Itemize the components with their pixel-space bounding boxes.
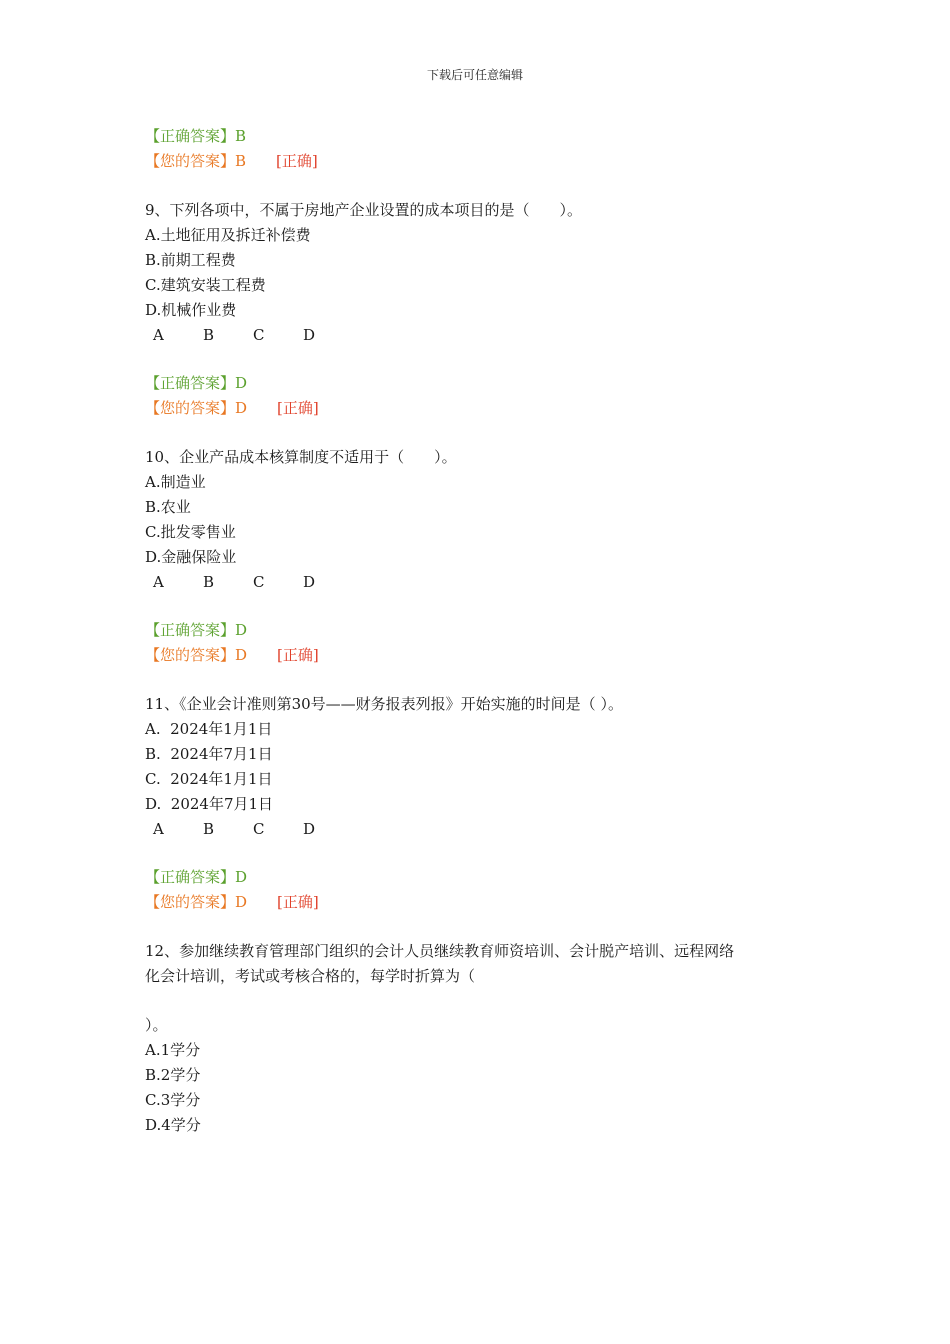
result-status: [正确] — [277, 646, 319, 664]
option-c: C.3学分 — [145, 1091, 201, 1109]
question-stem-line3: ）。 — [145, 1016, 168, 1034]
option-a: A.1学分 — [145, 1041, 201, 1059]
your-answer-row — [145, 398, 319, 418]
your-answer-label: 【您的答案】D — [145, 893, 248, 911]
option-c: C.建筑安装工程费 — [145, 276, 266, 294]
option-b: B.2学分 — [145, 1066, 201, 1084]
correct-answer-label: 【正确答案】D — [145, 868, 248, 886]
option-b: B.前期工程费 — [145, 251, 236, 269]
option-d: D.金融保险业 — [145, 548, 237, 566]
result-status: [正确] — [277, 399, 319, 417]
option-a: A. 2024年1月1日 — [145, 720, 273, 738]
result-status: [正确] — [276, 152, 318, 170]
correct-answer-label: 【正确答案】D — [145, 374, 248, 392]
choice-a[interactable]: A — [153, 326, 164, 344]
question-stem-line2: 化会计培训，考试或考核合格的，每学时折算为（ — [145, 967, 476, 985]
choice-c[interactable]: C — [253, 820, 265, 838]
question-stem: 9、下列各项中，不属于房地产企业设置的成本项目的是（ ）。 — [145, 201, 583, 219]
option-a: A.制造业 — [145, 473, 206, 491]
choice-a[interactable]: A — [153, 820, 164, 838]
correct-answer-label: 【正确答案】D — [145, 621, 248, 639]
choice-d[interactable]: D — [303, 326, 316, 344]
option-a: A.土地征用及拆迁补偿费 — [145, 226, 311, 244]
choice-d[interactable]: D — [303, 573, 316, 591]
choice-b[interactable]: B — [203, 326, 215, 344]
question-stem: 10、企业产品成本核算制度不适用于（ ）。 — [145, 448, 457, 466]
choice-d[interactable]: D — [303, 820, 316, 838]
option-b: B.农业 — [145, 498, 191, 516]
question-stem-line1: 12、参加继续教育管理部门组织的会计人员继续教育师资培训、会计脱产培训、远程网络 — [145, 942, 735, 960]
page-header: 下载后可任意编辑 — [426, 68, 523, 82]
your-answer-row — [145, 892, 319, 912]
option-c: C.批发零售业 — [145, 523, 236, 541]
option-d: D. 2024年7月1日 — [145, 795, 274, 813]
correct-answer-label: 【正确答案】B — [145, 127, 247, 145]
option-b: B. 2024年7月1日 — [145, 745, 273, 763]
your-answer-label: 【您的答案】B — [145, 152, 247, 170]
your-answer-label: 【您的答案】D — [145, 399, 248, 417]
option-c: C. 2024年1月1日 — [145, 770, 273, 788]
choice-c[interactable]: C — [253, 573, 265, 591]
choice-c[interactable]: C — [253, 326, 265, 344]
choice-a[interactable]: A — [153, 573, 164, 591]
your-answer-label: 【您的答案】D — [145, 646, 248, 664]
result-status: [正确] — [277, 893, 319, 911]
your-answer-row — [145, 151, 318, 171]
option-d: D.4学分 — [145, 1116, 201, 1134]
option-d: D.机械作业费 — [145, 301, 237, 319]
choice-b[interactable]: B — [203, 820, 215, 838]
your-answer-row — [145, 645, 319, 665]
choice-row — [145, 572, 345, 592]
question-stem: 11、《企业会计准则第30号——财务报表列报》开始实施的时间是（ ）。 — [145, 695, 623, 713]
choice-b[interactable]: B — [203, 573, 215, 591]
choice-row — [145, 819, 345, 839]
choice-row — [145, 325, 345, 345]
